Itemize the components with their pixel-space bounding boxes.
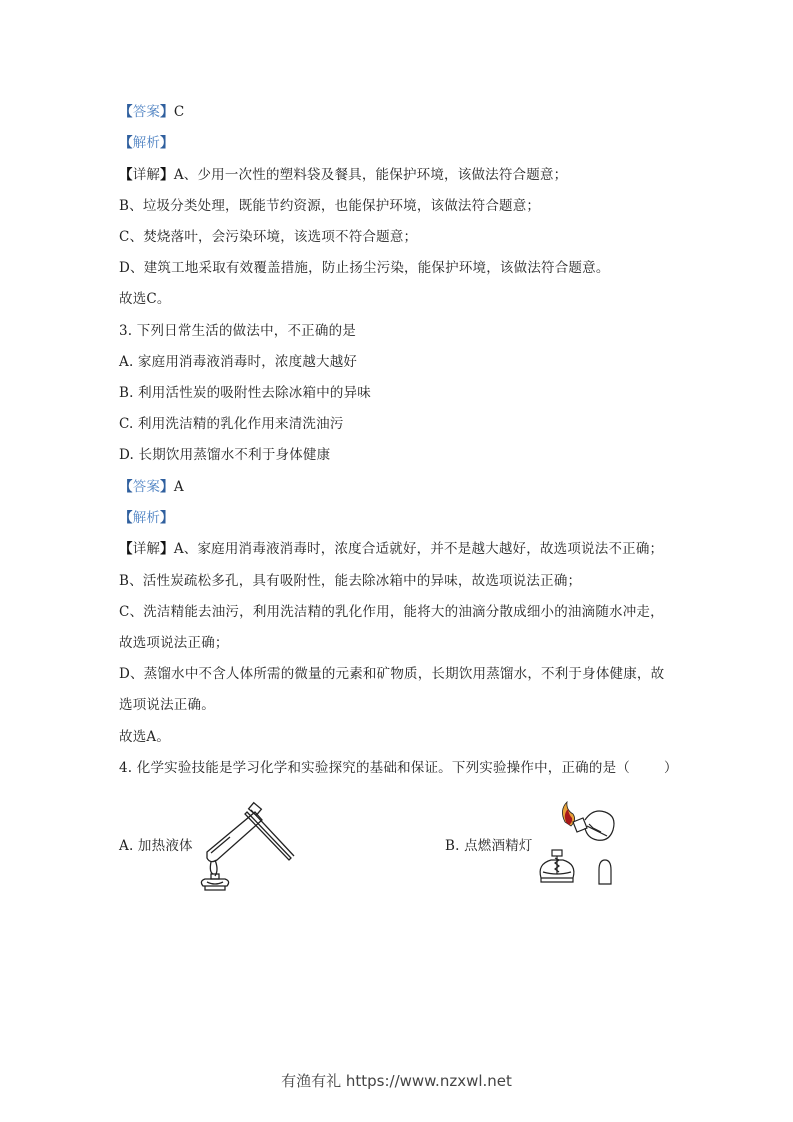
q2-analysis-line: 【解析】 <box>119 135 174 151</box>
q3-detail-line-c1: C、洗洁精能去油污，利用洗洁精的乳化作用，能将大的油滴分散成细小的油滴随水冲走， <box>119 604 664 620</box>
q4-option-a-label: A. 加热液体 <box>119 838 193 854</box>
q3-option-c: C. 利用洗洁精的乳化作用来清洗油污 <box>119 416 344 432</box>
q4-stem: 4. 化学实验技能是学习化学和实验探究的基础和保证。下列实验操作中，正确的是（ ） <box>119 760 678 776</box>
q2-detail-line-b: B、垃圾分类处理，既能节约资源，也能保护环境，该做法符合题意； <box>119 198 541 214</box>
q2-detail-line-d: D、建筑工地采取有效覆盖措施，防止扬尘污染，能保护环境，该做法符合题意。 <box>119 260 610 276</box>
q3-detail-line-d1: D、蒸馏水中不含人体所需的微量的元素和矿物质，长期饮用蒸馏水，不利于身体健康，故 <box>119 666 665 682</box>
q2-detail-line-a: 【详解】A、少用一次性的塑料袋及餐具，能保护环境，该做法符合题意； <box>119 167 568 183</box>
q3-answer-line: 【答案】A <box>119 479 184 495</box>
q2-detail-line-c: C、焚烧落叶，会污染环境，该选项不符合题意； <box>119 229 418 245</box>
answer-value: A <box>173 479 184 495</box>
detail-label: 详解 <box>132 167 161 183</box>
analysis-label: 解析 <box>132 510 161 526</box>
q3-analysis-line: 【解析】 <box>119 510 174 526</box>
answer-label: 答案 <box>132 479 161 495</box>
answer-value: C <box>173 104 185 120</box>
lighting-alcohol-lamp-icon <box>535 800 640 890</box>
q4-option-b-label: B. 点燃酒精灯 <box>445 838 533 854</box>
q3-detail-line-b: B、活性炭疏松多孔，具有吸附性，能去除冰箱中的异味，故选项说法正确； <box>119 573 582 589</box>
q3-option-d: D. 长期饮用蒸馏水不利于身体健康 <box>119 447 331 463</box>
q3-option-a: A. 家庭用消毒液消毒时，浓度越大越好 <box>119 354 358 370</box>
heating-liquid-test-tube-icon <box>195 800 300 895</box>
analysis-label: 解析 <box>132 135 161 151</box>
answer-label: 答案 <box>132 104 161 120</box>
footer-watermark: 有渔有礼 https://www.nzxwl.net <box>281 1072 512 1090</box>
q3-option-b: B. 利用活性炭的吸附性去除冰箱中的异味 <box>119 385 372 401</box>
q3-detail-line-d2: 选项说法正确。 <box>119 697 215 713</box>
q3-conclusion: 故选A。 <box>119 729 171 745</box>
q3-detail-line-c2: 故选项说法正确； <box>119 635 229 651</box>
q3-stem: 3. 下列日常生活的做法中，不正确的是 <box>119 323 356 339</box>
q3-detail-line-a: 【详解】A、家庭用消毒液消毒时，浓度合适就好，并不是越大越好，故选项说法不正确； <box>119 541 664 557</box>
q2-conclusion: 故选C。 <box>119 291 171 307</box>
q2-answer-line: 【答案】C <box>119 104 185 120</box>
detail-label: 详解 <box>132 541 161 557</box>
